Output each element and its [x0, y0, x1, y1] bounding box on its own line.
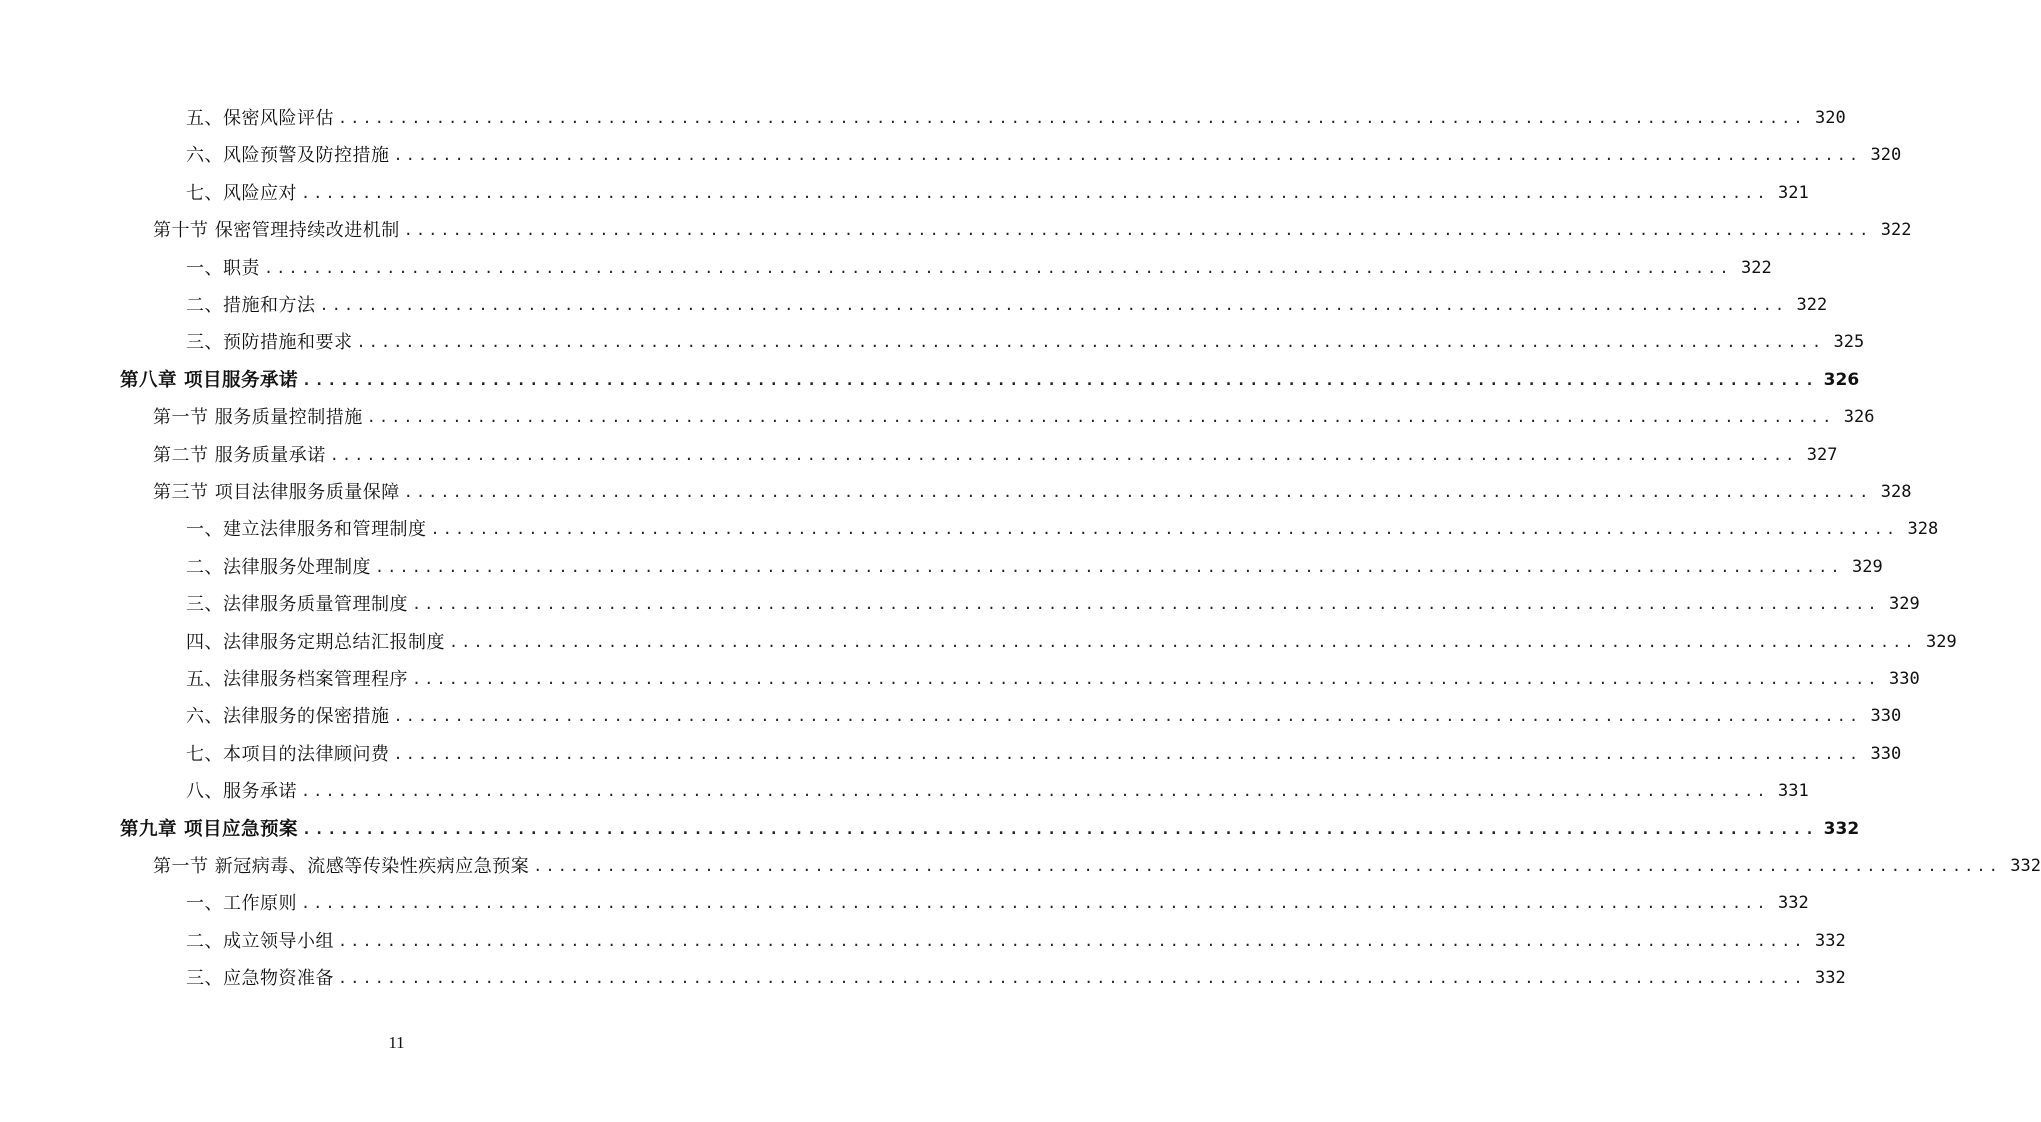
toc-entry-title: 第三节 项目法律服务质量保障: [153, 482, 400, 503]
toc-entry[interactable]: [120, 362, 1860, 399]
toc-entry-page: 332: [1814, 968, 1846, 989]
toc-entry-page: 322: [1740, 257, 1772, 278]
dot-leader: ........................................................................................................................: [264, 258, 1732, 277]
toc-entry[interactable]: [186, 773, 1809, 810]
toc-entry-page: 326: [1843, 407, 1875, 428]
toc-entry[interactable]: [120, 811, 1860, 848]
toc-entry-title: 三、法律服务质量管理制度: [186, 594, 408, 616]
toc-entry[interactable]: [186, 250, 1772, 287]
toc-entry-title: 六、风险预警及防控措施: [186, 145, 390, 167]
toc-entry-page: 331: [1777, 781, 1809, 802]
toc-entry-page: 329: [1888, 594, 1920, 615]
dot-leader: ........................................................................................................................: [329, 445, 1798, 464]
toc-entry[interactable]: [153, 437, 1838, 474]
toc-entry-title: 第九章 项目应急预案: [120, 818, 298, 840]
dot-leader: ........................................................................................................................: [412, 595, 1880, 614]
dot-leader: ........................................................................................................................: [393, 744, 1862, 763]
toc-entry-title: 二、成立领导小组: [186, 930, 334, 952]
dot-leader: ........................................................................................................................: [403, 483, 1872, 501]
toc-entry-page: 332: [2010, 856, 2041, 876]
toc-entry-title: 二、措施和方法: [186, 295, 316, 316]
dot-leader: ........................................................................................................................: [319, 296, 1788, 314]
toc-entry-title: 七、本项目的法律顾问费: [186, 743, 390, 765]
page-number: 11: [388, 1033, 405, 1052]
toc-entry-title: 七、风险应对: [186, 182, 297, 204]
toc-entry-page: 329: [1925, 631, 1957, 652]
toc-entry-page: 332: [1777, 893, 1809, 914]
dot-leader: ........................................................................................................................: [375, 557, 1843, 576]
dot-leader: ........................................................................................................................: [356, 333, 1825, 352]
toc-entry[interactable]: [186, 287, 1828, 324]
toc-entry-page: 320: [1814, 108, 1846, 128]
toc-entry[interactable]: [186, 175, 1809, 212]
toc-entry-page: 320: [1870, 145, 1902, 166]
toc-entry-title: 五、保密风险评估: [186, 108, 334, 129]
toc-entry-title: 三、应急物资准备: [186, 968, 334, 990]
toc-entry-title: 一、职责: [186, 257, 260, 279]
toc-entry-title: 第二节 服务质量承诺: [153, 444, 326, 466]
toc-entry-page: 330: [1870, 706, 1902, 727]
toc-entry-page: 332: [1814, 930, 1846, 951]
toc-entry-page: 330: [1888, 669, 1920, 689]
toc-entry[interactable]: [153, 848, 2041, 885]
toc-entry-title: 三、预防措施和要求: [186, 332, 353, 354]
toc-entry-title: 五、法律服务档案管理程序: [186, 669, 408, 690]
toc-entry[interactable]: [186, 698, 1902, 735]
toc-entry-title: 第一节 服务质量控制措施: [153, 407, 363, 429]
toc-entry-page: 325: [1833, 332, 1865, 353]
toc-entry-page: 322: [1880, 220, 1912, 241]
toc-entry[interactable]: [186, 586, 1920, 623]
dot-leader: ........................................................................................................................: [533, 857, 2001, 875]
toc-entry-title: 八、服务承诺: [186, 781, 297, 803]
toc-entry-title: 第一节 新冠病毒、流感等传染性疾病应急预案: [153, 856, 530, 877]
toc-entry[interactable]: [153, 212, 1912, 249]
toc-entry[interactable]: [186, 885, 1809, 922]
toc-entry[interactable]: [186, 511, 1939, 548]
toc-entry-page: 328: [1907, 519, 1939, 540]
dot-leader: ........................................................................................................................: [338, 109, 1806, 127]
toc-entry[interactable]: [186, 100, 1846, 137]
toc-entry-page: 322: [1796, 295, 1828, 315]
toc-entry-title: 一、建立法律服务和管理制度: [186, 519, 427, 541]
dot-leader: ........................................................................................................................: [393, 146, 1862, 165]
toc-entry[interactable]: [153, 399, 1875, 436]
toc-entry[interactable]: [186, 960, 1846, 997]
dot-leader: ........................................................................................................................: [430, 520, 1899, 539]
dot-leader: ........................................................................................................................: [449, 632, 1917, 651]
dot-leader: ........................................................................................................................: [301, 183, 1769, 202]
toc-entry[interactable]: [186, 549, 1883, 586]
toc-entry-page: 332: [1823, 818, 1860, 839]
toc-entry-page: 330: [1870, 743, 1902, 764]
toc-entry-title: 第八章 项目服务承诺: [120, 369, 298, 391]
toc-entry-page: 328: [1880, 482, 1912, 502]
dot-leader: ........................................................................................................................: [366, 408, 1835, 427]
dot-leader: ........................................................................................................................: [301, 819, 1818, 838]
dot-leader: ........................................................................................................................: [301, 894, 1769, 913]
dot-leader: ........................................................................................................................: [338, 969, 1806, 988]
dot-leader: ........................................................................................................................: [403, 221, 1872, 240]
toc-entry[interactable]: [153, 474, 1912, 511]
toc-entry-page: 321: [1777, 182, 1809, 203]
toc-entry[interactable]: [186, 736, 1902, 773]
toc-entry-title: 六、法律服务的保密措施: [186, 706, 390, 728]
toc-entry-title: 四、法律服务定期总结汇报制度: [186, 631, 445, 653]
toc-entry[interactable]: [186, 624, 1957, 661]
toc-entry-page: 329: [1851, 556, 1883, 577]
dot-leader: ........................................................................................................................: [301, 370, 1818, 389]
toc-entry[interactable]: [186, 661, 1920, 698]
toc-entry-page: 326: [1823, 369, 1860, 390]
dot-leader: ........................................................................................................................: [393, 707, 1862, 726]
toc-entry-title: 二、法律服务处理制度: [186, 556, 371, 578]
dot-leader: ........................................................................................................................: [301, 782, 1769, 801]
toc-entry-page: 327: [1806, 444, 1838, 465]
dot-leader: ........................................................................................................................: [412, 670, 1880, 688]
toc-entry[interactable]: [186, 324, 1865, 361]
dot-leader: ........................................................................................................................: [338, 931, 1806, 950]
toc-entry[interactable]: [186, 923, 1846, 960]
toc-entry[interactable]: [186, 137, 1902, 174]
toc-entry-title: 一、工作原则: [186, 893, 297, 915]
toc-entry-title: 第十节 保密管理持续改进机制: [153, 220, 400, 242]
